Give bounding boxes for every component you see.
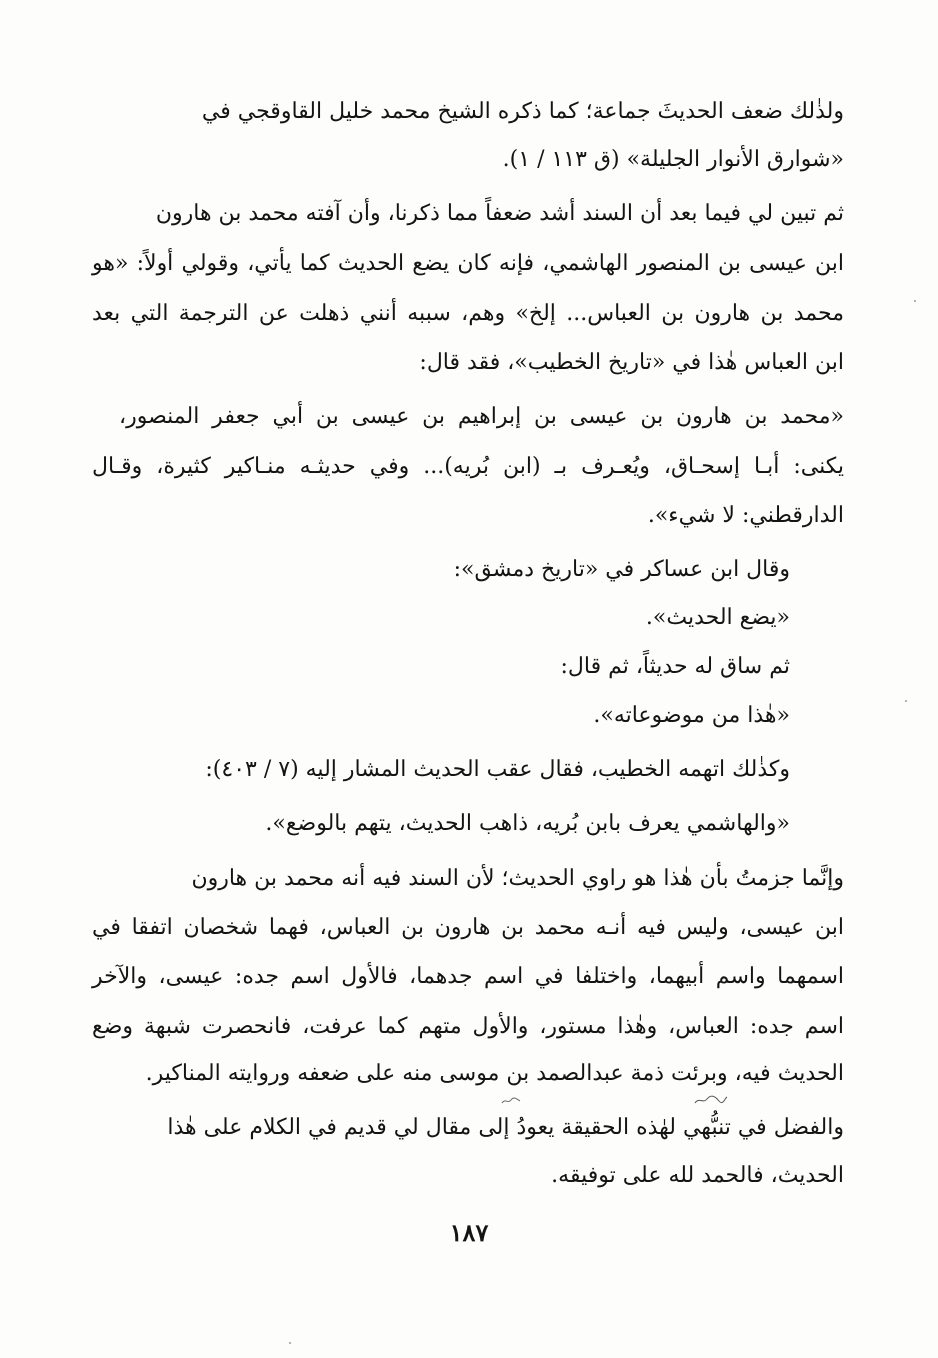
- text-line: اسم جده: العباس، وهٰذا مستور، والأول متهم كما عرفت، فانحصرت شبهة وضع: [92, 1014, 844, 1039]
- text-line: ثم تبين لي فيما بعد أن السند أشد ضعفاً مما ذكرنا، وأن آفته محمد بن هارون: [155, 201, 844, 226]
- text-line: ابن العباس هٰذا في «تاريخ الخطيب»، فقد قال:: [419, 350, 844, 375]
- text-line: يكنى: أبـا إسحـاق، ويُعـرف بـ (ابن بُريه)... وفي حديثـه منـاكير كثيرة، وقـال: [92, 454, 844, 479]
- handwritten-mark: [693, 1094, 729, 1106]
- scan-speck: [914, 300, 916, 302]
- text-line: ثم ساق له حديثاً، ثم قال:: [560, 654, 790, 679]
- text-line: «والهاشمي يعرف بابن بُريه، ذاهب الحديث، يتهم بالوضع».: [265, 811, 790, 836]
- page-number: ١٨٧: [449, 1218, 489, 1247]
- text-line: «يضع الحديث».: [645, 605, 790, 630]
- scan-speck: [905, 700, 907, 702]
- text-line: وإنَّما جزمتُ بأن هٰذا هو راوي الحديث؛ لأن السند فيه أنه محمد بن هارون: [191, 866, 844, 891]
- text-line: «شوارق الأنوار الجليلة» (ق ١١٣ / ١).: [502, 147, 844, 172]
- text-line: «محمد بن هارون بن عيسى بن إبراهيم بن عيسى بن أبي جعفر المنصور،: [119, 404, 844, 429]
- text-line: والفضل في تنبُّهي لهٰذه الحقيقة يعودُ إلى مقال لي قديم في الكلام على هٰذا: [167, 1115, 844, 1140]
- text-line: محمد بن هارون بن العباس... إلخ» وهم، سببه أنني ذهلت عن الترجمة التي بعد: [92, 301, 844, 326]
- text-line: ابن عيسى، وليس فيه أنـه محمد بن هارون بن العباس، فهما شخصان اتفقا في: [92, 915, 844, 940]
- text-line: الحديث فيه، وبرئت ذمة عبدالصمد بن موسى منه على ضعفه وروايته المناكير.: [145, 1061, 844, 1086]
- text-line: وكذٰلك اتهمه الخطيب، فقال عقب الحديث المشار إليه (٧ / ٤٠٣):: [205, 757, 790, 782]
- scan-speck: [289, 1342, 291, 1344]
- text-line: الدارقطني: لا شيء».: [647, 503, 844, 528]
- handwritten-mark: [500, 1096, 522, 1106]
- text-line: الحديث، فالحمد لله على توفيقه.: [551, 1163, 844, 1188]
- text-line: وقال ابن عساكر في «تاريخ دمشق»:: [453, 557, 790, 582]
- text-line: ابن عيسى بن المنصور الهاشمي، فإنه كان يضع الحديث كما يأتي، وقولي أولاً: «هو: [92, 251, 844, 276]
- text-line: اسمهما واسم أبيهما، واختلفا في اسم جدهما، فالأول اسم جده: عيسى، والآخر: [92, 964, 844, 989]
- text-line: «هٰذا من موضوعاته».: [593, 703, 790, 728]
- text-line: ولذٰلك ضعف الحديثَ جماعة؛ كما ذكره الشيخ محمد خليل القاوقجي في: [201, 99, 844, 124]
